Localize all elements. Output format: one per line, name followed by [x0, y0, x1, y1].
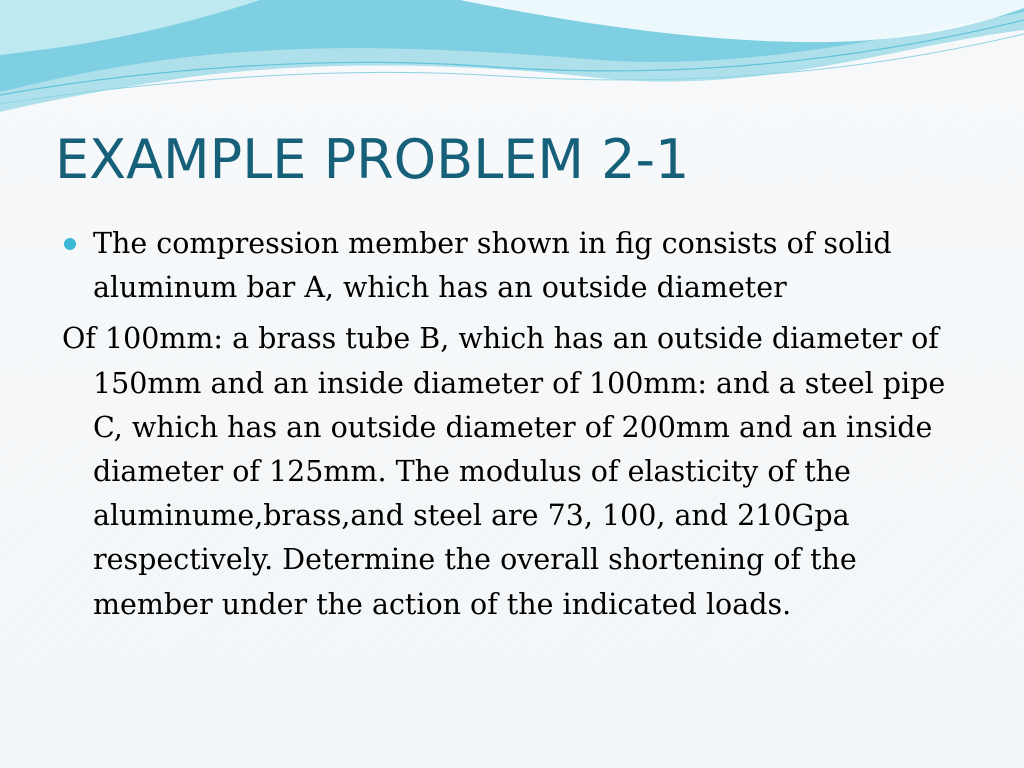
slide-body — [62, 222, 972, 627]
bullet-text: The compression member shown in fig consists of solid aluminum bar A, which has an outside diameter — [93, 227, 892, 305]
slide-title: EXAMPLE PROBLEM 2-1 — [55, 128, 690, 191]
body-paragraph: Of 100mm: a brass tube B, which has an outside diameter of 150mm and an inside diameter of 100mm: and a steel pipe C, which has an outside diameter of 200mm and an inside diameter of 125mm. The modulus of elasticity of the aluminume,brass,and steel are 73, 100, and 210Gpa respectively. Determine the overall shortening of the member under the action of the indicated loads. — [62, 322, 946, 621]
bullet-item — [62, 222, 972, 310]
header-wave-decoration — [0, 0, 1024, 120]
bullet-icon — [64, 238, 76, 250]
